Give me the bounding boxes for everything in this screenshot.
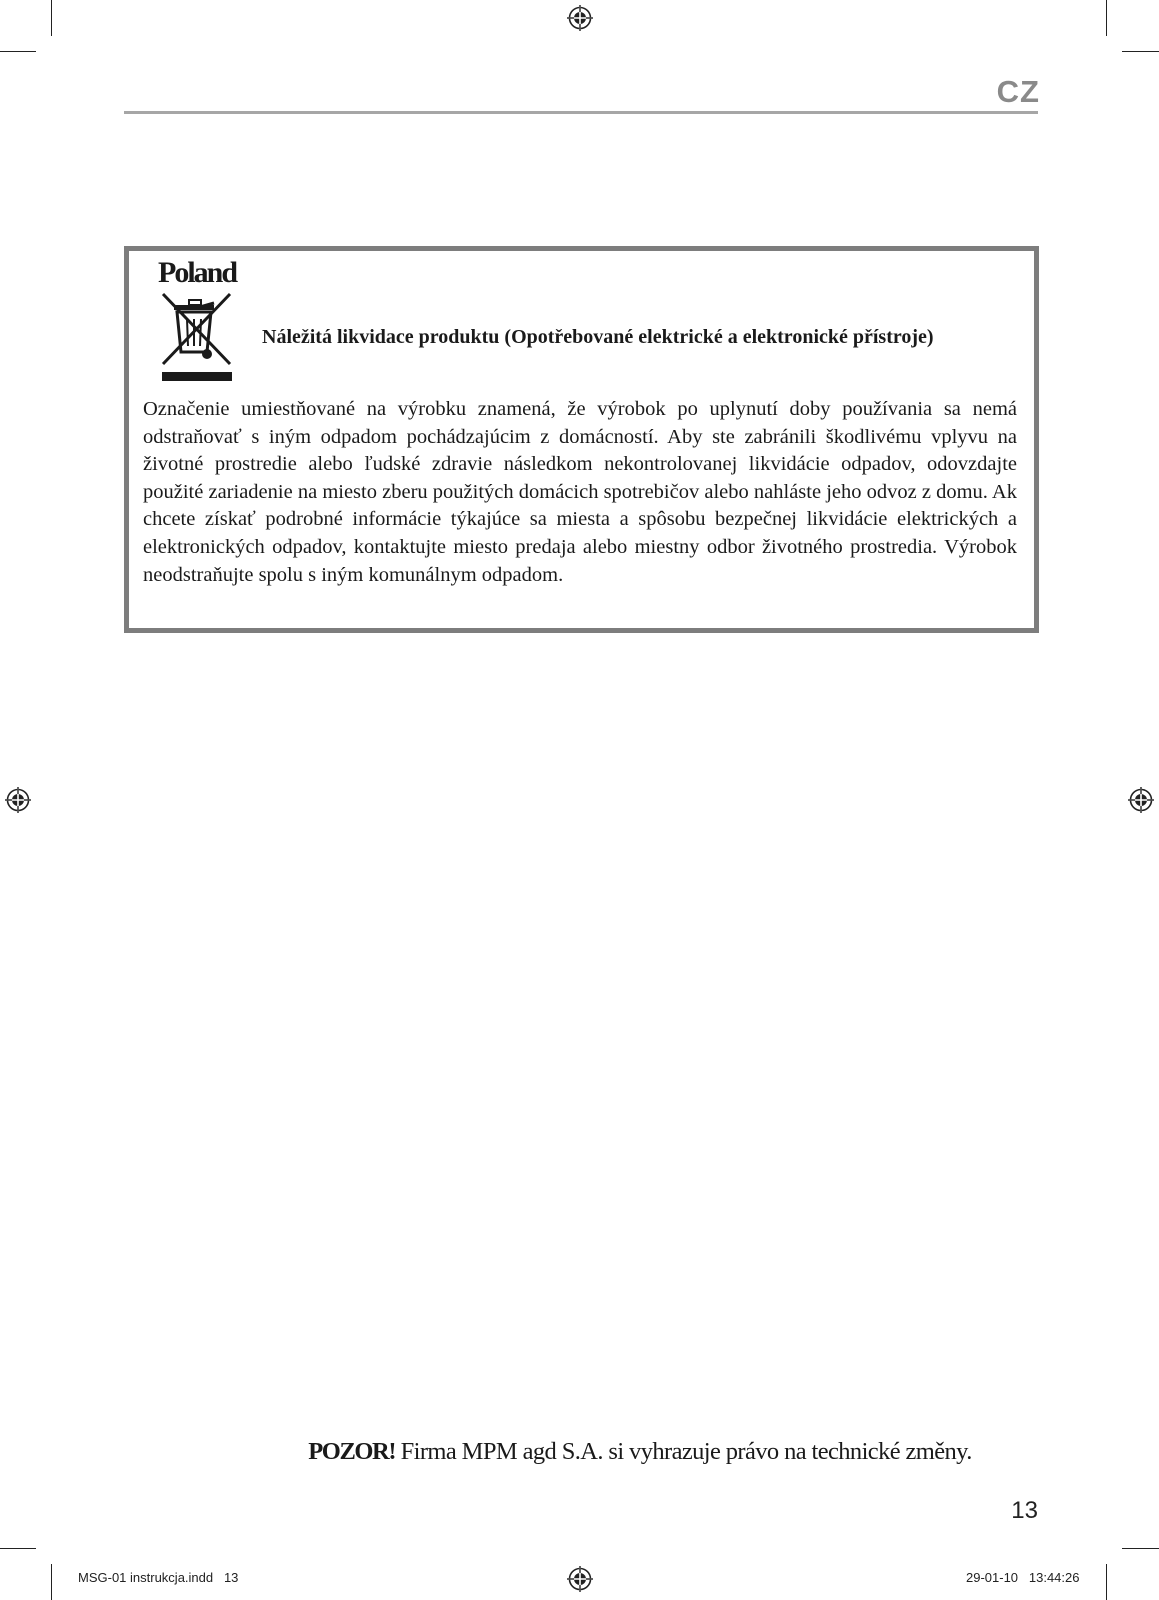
- crop-mark: [1122, 51, 1159, 52]
- crop-mark: [0, 1548, 36, 1549]
- registration-mark-icon: [1127, 786, 1155, 814]
- warning-text: Firma MPM agd S.A. si vyhrazuje právo na technické změny.: [395, 1438, 972, 1465]
- slug-file-info: MSG-01 instrukcja.indd 13: [78, 1570, 239, 1585]
- registration-mark-icon: [4, 786, 32, 814]
- crop-mark: [1106, 0, 1107, 36]
- crop-mark: [51, 1564, 52, 1600]
- page-number: 13: [1011, 1497, 1038, 1524]
- disposal-body-text: Označenie umiestňované na výrobku znamená, že výrobok po uplynutí doby používania sa nemá odstraňovať s iným odpadom pochádzajúcim z domácností. Aby ste zabránili škodlivému vplyvu na životné prostredie alebo ľudské zdravie následkom nekontrolovanej likvidácie odpadov, odovzdajte použité zariadenie na miesto zberu použitých domácich spotrebičov alebo nahláste jeho odvoz z domu. Ak chcete získať podrobné informácie týkajúce sa miesta a spôsobu bezpečnej likvidácie elektrických a elektronických odpadov, kontaktujte miesto predaja alebo miestny odbor životného prostredia. Výrobok neodstraňujte spolu s iným komunálnym odpadom.: [143, 398, 1017, 586]
- disposal-heading: Náležitá likvidace produktu (Opotřebované elektrické a elektronické přístroje): [262, 326, 934, 348]
- technical-changes-notice: [160, 1438, 1120, 1466]
- slug-timestamp: 29-01-10 13:44:26: [966, 1570, 1080, 1585]
- country-label: Poland: [158, 256, 237, 289]
- registration-mark-icon: [566, 1565, 594, 1593]
- crop-mark: [1122, 1548, 1159, 1549]
- language-code: CZ: [996, 74, 1040, 109]
- crop-mark: [51, 0, 52, 36]
- crop-mark: [1106, 1564, 1107, 1600]
- registration-mark-icon: [566, 4, 594, 32]
- crop-mark: [0, 51, 36, 52]
- warning-label: POZOR!: [308, 1438, 396, 1465]
- header-rule: [124, 111, 1038, 114]
- crossed-out-wheelie-bin-icon: [160, 292, 236, 384]
